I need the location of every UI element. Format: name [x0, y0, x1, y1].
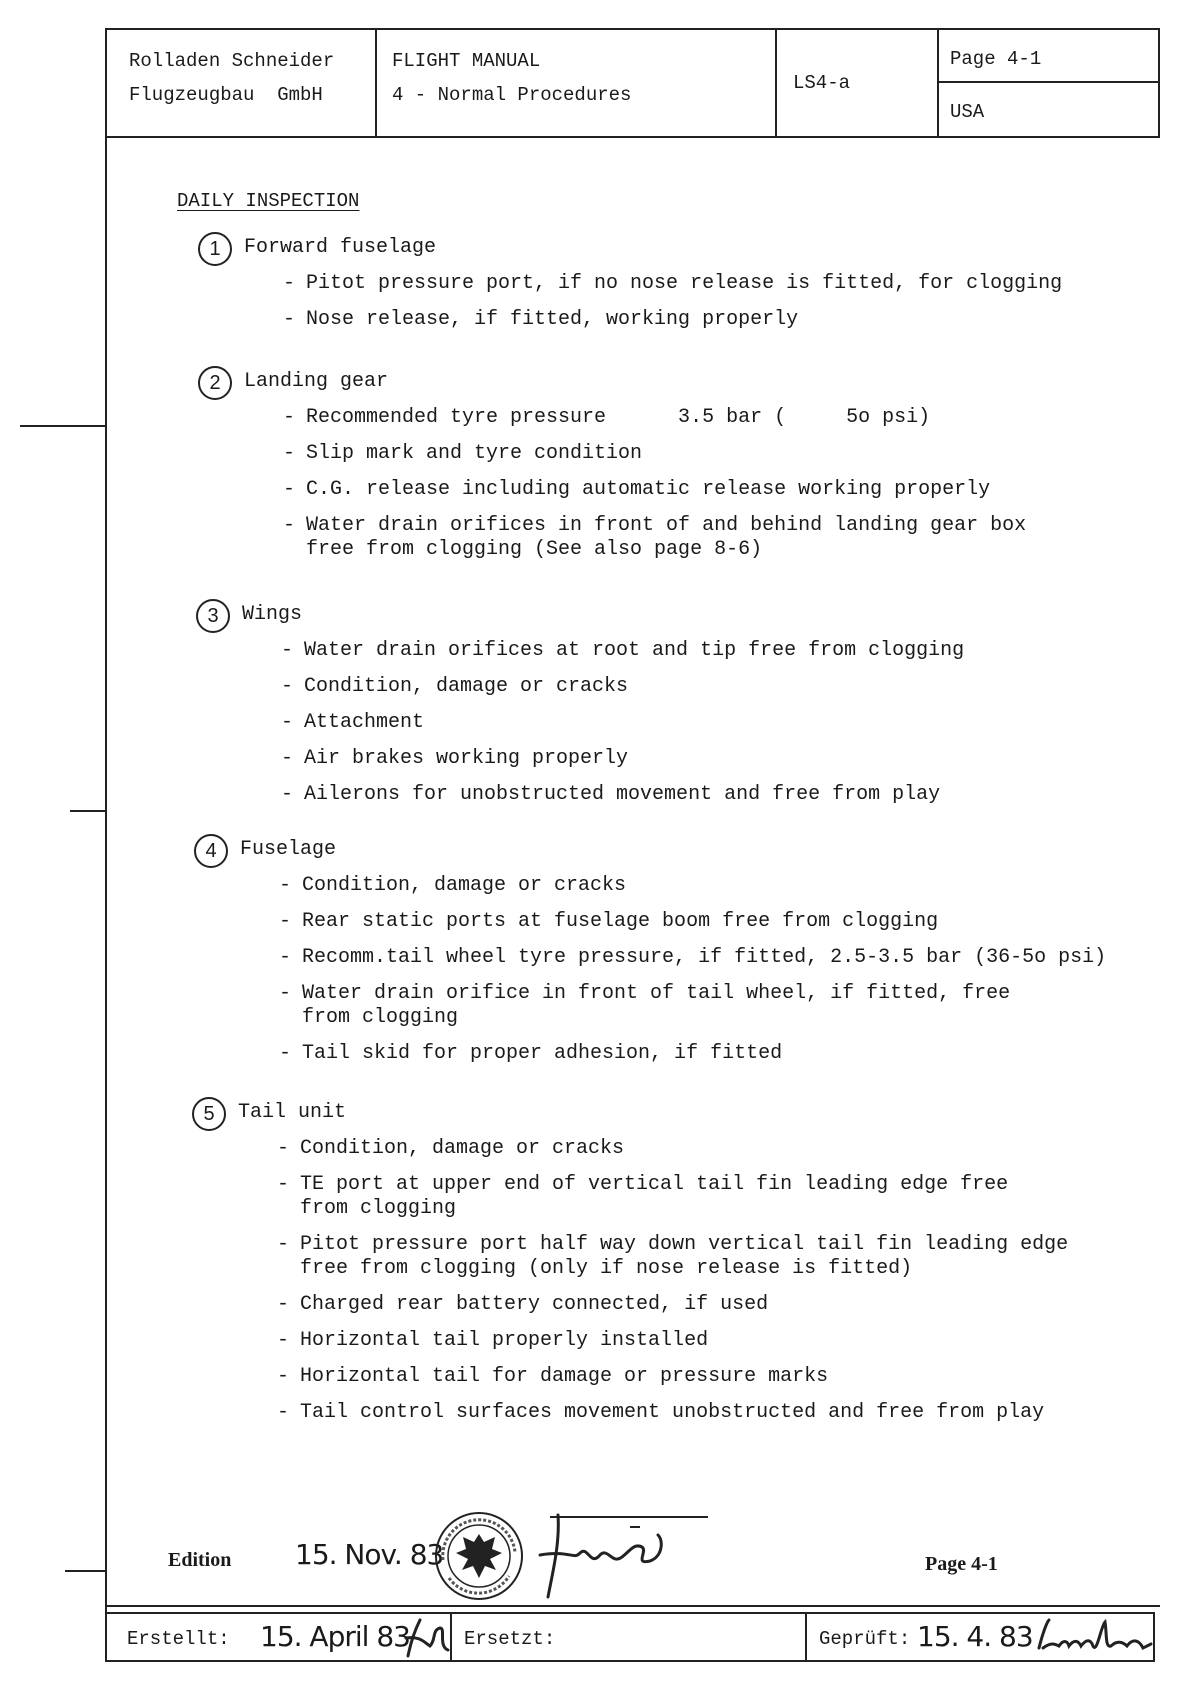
section-title: Landing gear [244, 370, 389, 393]
created-cell [105, 1612, 450, 1662]
checklist-item: Water drain orifices in front of and behind landing gear box free from clogging (See also page 8-6) [306, 514, 1027, 561]
company-name-line2: Flugzeugbau GmbH [129, 84, 323, 106]
aircraft-model: LS4-a [793, 72, 851, 94]
bullet-dash: - [281, 675, 294, 698]
section-title: Fuselage [240, 838, 337, 861]
section-number-circle: 5 [192, 1097, 226, 1131]
bullet-dash: - [281, 639, 294, 662]
margin-change-mark [20, 425, 105, 427]
section-title: Wings [242, 603, 303, 626]
bullet-dash: - [277, 1293, 290, 1316]
bullet-dash: - [279, 910, 292, 933]
checklist-item: Condition, damage or cracks [300, 1137, 625, 1160]
signature [530, 1505, 710, 1600]
bullet-dash: - [277, 1401, 290, 1424]
replaced-cell [450, 1612, 805, 1662]
seal-eagle-icon [433, 1510, 525, 1602]
created-initials [402, 1616, 450, 1660]
checked-date: 15. 4. 83 [917, 1620, 1033, 1653]
manual-cell [375, 30, 775, 136]
bullet-dash: - [279, 982, 292, 1005]
manual-title: FLIGHT MANUAL [392, 50, 541, 72]
page-frame-left [105, 28, 107, 1623]
chapter-title: 4 - Normal Procedures [392, 84, 632, 106]
created-label: Erstellt: [127, 1628, 230, 1650]
header-page-cell [939, 30, 1158, 83]
checklist-item: Rear static ports at fuselage boom free from clogging [302, 910, 939, 933]
bullet-dash: - [283, 478, 296, 501]
checked-label: Geprüft: [819, 1628, 911, 1650]
edition-date: 15. Nov. 83 [295, 1538, 444, 1571]
checklist-item: Condition, damage or cracks [304, 675, 629, 698]
bullet-dash: - [277, 1365, 290, 1388]
checklist-item: Water drain orifice in front of tail wheel, if fitted, free from clogging [302, 982, 1011, 1029]
checklist-item: Slip mark and tyre condition [306, 442, 643, 465]
bullet-dash: - [279, 946, 292, 969]
model-cell [775, 30, 937, 136]
daily-inspection-title: DAILY INSPECTION [177, 190, 360, 212]
bullet-dash: - [277, 1233, 290, 1256]
edition-label: Edition [168, 1549, 232, 1571]
checklist-item: Horizontal tail for damage or pressure marks [300, 1365, 829, 1388]
bullet-dash: - [277, 1137, 290, 1160]
section-number-circle: 2 [198, 366, 232, 400]
checklist-item: Tail control surfaces movement unobstructed and free from play [300, 1401, 1045, 1424]
bullet-dash: - [279, 874, 292, 897]
replaced-label: Ersetzt: [464, 1628, 556, 1650]
authority-seal [433, 1510, 525, 1602]
checklist-item: Attachment [304, 711, 425, 734]
checked-cell [805, 1612, 1155, 1662]
page-region-cell [937, 30, 1158, 136]
checklist-item: Ailerons for unobstructed movement and free from play [304, 783, 941, 806]
header-page-number: Page 4-1 [950, 48, 1042, 70]
bullet-dash: - [277, 1173, 290, 1196]
bullet-dash: - [283, 272, 296, 295]
checklist-item: Nose release, if fitted, working properly [306, 308, 799, 331]
bullet-dash: - [283, 514, 296, 537]
section-number-circle: 1 [198, 232, 232, 266]
footer-rule [105, 1605, 1160, 1607]
checklist-item: Pitot pressure port, if no nose release is fitted, for clogging [306, 272, 1063, 295]
margin-change-mark [65, 1570, 105, 1572]
checked-signature [1035, 1618, 1153, 1660]
region-cell [939, 83, 1158, 129]
checklist-item: Air brakes working properly [304, 747, 629, 770]
checklist-item: Condition, damage or cracks [302, 874, 627, 897]
checklist-item: Recomm.tail wheel tyre pressure, if fitted, 2.5-3.5 bar (36-5o psi) [302, 946, 1107, 969]
section-title: Tail unit [238, 1101, 347, 1124]
checklist-item: Water drain orifices at root and tip free from clogging [304, 639, 965, 662]
bullet-dash: - [281, 747, 294, 770]
checklist-item: Recommended tyre pressure 3.5 bar ( 5o psi) [306, 406, 931, 429]
bullet-dash: - [283, 442, 296, 465]
document-header [107, 28, 1160, 138]
checklist-item: C.G. release including automatic release working properly [306, 478, 991, 501]
region-label: USA [950, 101, 985, 123]
checklist-item: Horizontal tail properly installed [300, 1329, 709, 1352]
checklist-item: Charged rear battery connected, if used [300, 1293, 769, 1316]
bullet-dash: - [279, 1042, 292, 1065]
checklist-item: Pitot pressure port half way down vertical tail fin leading edge free from clogging (only if nose release is fitted) [300, 1233, 1069, 1280]
checklist-item: TE port at upper end of vertical tail fin leading edge free from clogging [300, 1173, 1009, 1220]
company-cell [107, 30, 377, 136]
bullet-dash: - [283, 308, 296, 331]
approval-box [105, 1612, 1155, 1662]
margin-change-mark [70, 810, 105, 812]
footer-page-number: Page 4-1 [925, 1553, 998, 1575]
section-number-circle: 4 [194, 834, 228, 868]
section-number-circle: 3 [196, 599, 230, 633]
company-name-line1: Rolladen Schneider [129, 50, 335, 72]
created-date: 15. April 83 [260, 1620, 410, 1653]
checklist-item: Tail skid for proper adhesion, if fitted [302, 1042, 783, 1065]
section-title: Forward fuselage [244, 236, 437, 259]
bullet-dash: - [281, 783, 294, 806]
bullet-dash: - [283, 406, 296, 429]
bullet-dash: - [281, 711, 294, 734]
bullet-dash: - [277, 1329, 290, 1352]
